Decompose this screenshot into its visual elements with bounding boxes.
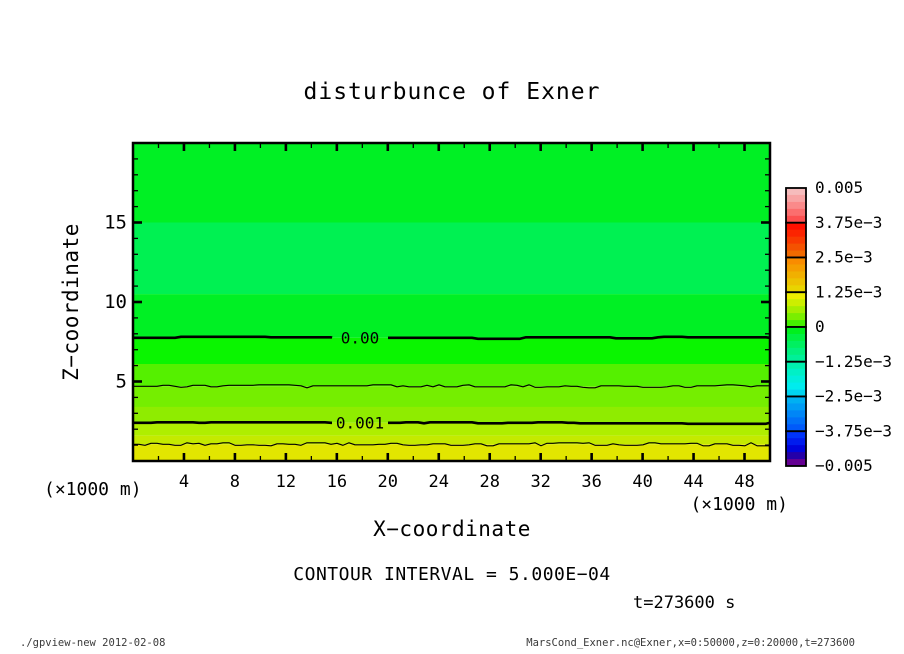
colorbar-step: [786, 202, 806, 209]
x-axis-unit-label: (×1000 m): [690, 494, 788, 515]
colorbar-step: [786, 369, 806, 376]
contour-label: 0.001: [335, 413, 385, 433]
x-tick-label: 28: [479, 472, 500, 492]
colorbar-step: [786, 195, 806, 202]
contour-label: 0.00: [340, 328, 380, 348]
colorbar-tick-label: 1.25e−3: [815, 282, 883, 302]
colorbar-tick-label: 3.75e−3: [815, 212, 883, 232]
colorbar-step: [786, 341, 806, 348]
x-tick-label: 24: [428, 472, 450, 492]
colorbar-step: [786, 417, 806, 424]
colorbar-step: [786, 334, 806, 341]
x-tick-label: 8: [229, 472, 241, 492]
z-tick-label: 5: [115, 370, 127, 393]
colorbar-tick-label: −0.005: [815, 456, 873, 475]
shade-band: [133, 407, 770, 423]
x-tick-label: 32: [530, 472, 551, 492]
colorbar-step: [786, 445, 806, 452]
colorbar-step: [786, 299, 806, 306]
colorbar-step: [786, 223, 806, 230]
z-tick-label: 15: [104, 211, 127, 234]
colorbar-step: [786, 403, 806, 410]
contour-line: [133, 422, 332, 423]
colorbar-step: [786, 397, 806, 404]
contour-interval-text: CONTOUR INTERVAL = 5.000E−04: [293, 564, 611, 585]
colorbar-step: [786, 438, 806, 445]
colorbar-tick-label: 0.005: [815, 178, 864, 197]
colorbar-step: [786, 292, 806, 299]
x-tick-label: 40: [632, 472, 653, 492]
colorbar-step: [786, 383, 806, 390]
shade-band: [133, 386, 770, 407]
colorbar-step: [786, 348, 806, 355]
colorbar-step: [786, 209, 806, 216]
time-annotation: t=273600 s: [633, 593, 736, 613]
x-axis-title: X−coordinate: [373, 517, 531, 541]
shade-band: [133, 444, 770, 461]
footer-command-text: ./gpview-new 2012-02-08: [20, 637, 166, 649]
colorbar-step: [786, 376, 806, 383]
shade-band: [133, 364, 770, 386]
colorbar-step: [786, 237, 806, 244]
shade-band: [133, 338, 770, 364]
colorbar-step: [786, 306, 806, 313]
x-tick-label: 4: [178, 472, 190, 492]
z-tick-label: 10: [104, 291, 127, 313]
x-tick-label: 16: [326, 472, 348, 492]
colorbar-step: [786, 313, 806, 320]
colorbar-step: [786, 258, 806, 265]
shade-band: [133, 223, 770, 295]
x-tick-label: 44: [683, 472, 704, 492]
colorbar-step: [786, 410, 806, 417]
x-tick-label: 36: [581, 472, 602, 492]
plot-title: disturbunce of Exner: [303, 79, 601, 105]
contour-line: [388, 422, 770, 424]
shade-band: [133, 143, 770, 223]
colorbar-tick-label: 0: [815, 317, 825, 336]
colorbar-step: [786, 452, 806, 459]
contour-line: [388, 337, 770, 339]
colorbar-tick-label: −3.75e−3: [815, 421, 893, 441]
colorbar-step: [786, 278, 806, 285]
colorbar-step: [786, 244, 806, 251]
x-tick-label: 12: [275, 472, 297, 492]
x-tick-label: 48: [734, 472, 755, 492]
colorbar-step: [786, 327, 806, 334]
colorbar-step: [786, 230, 806, 237]
colorbar-step: [786, 431, 806, 438]
colorbar-tick-label: 2.5e−3: [815, 247, 873, 267]
shade-band: [133, 423, 770, 436]
colorbar-step: [786, 271, 806, 278]
footer-dataset-text: MarsCond_Exner.nc@Exner,x=0:50000,z=0:20000,t=273600: [526, 637, 855, 649]
colorbar-tick-label: −2.5e−3: [815, 386, 883, 406]
z-axis-title: Z−coordinate: [59, 223, 83, 381]
colorbar-tick-label: −1.25e−3: [815, 351, 893, 371]
shade-band: [133, 294, 770, 338]
z-axis-unit-label: (×1000 m): [44, 479, 142, 500]
colorbar-step: [786, 362, 806, 369]
colorbar-step: [786, 264, 806, 271]
contour-line: [133, 337, 332, 338]
colorbar-step: [786, 188, 806, 195]
x-tick-label: 20: [377, 472, 399, 492]
